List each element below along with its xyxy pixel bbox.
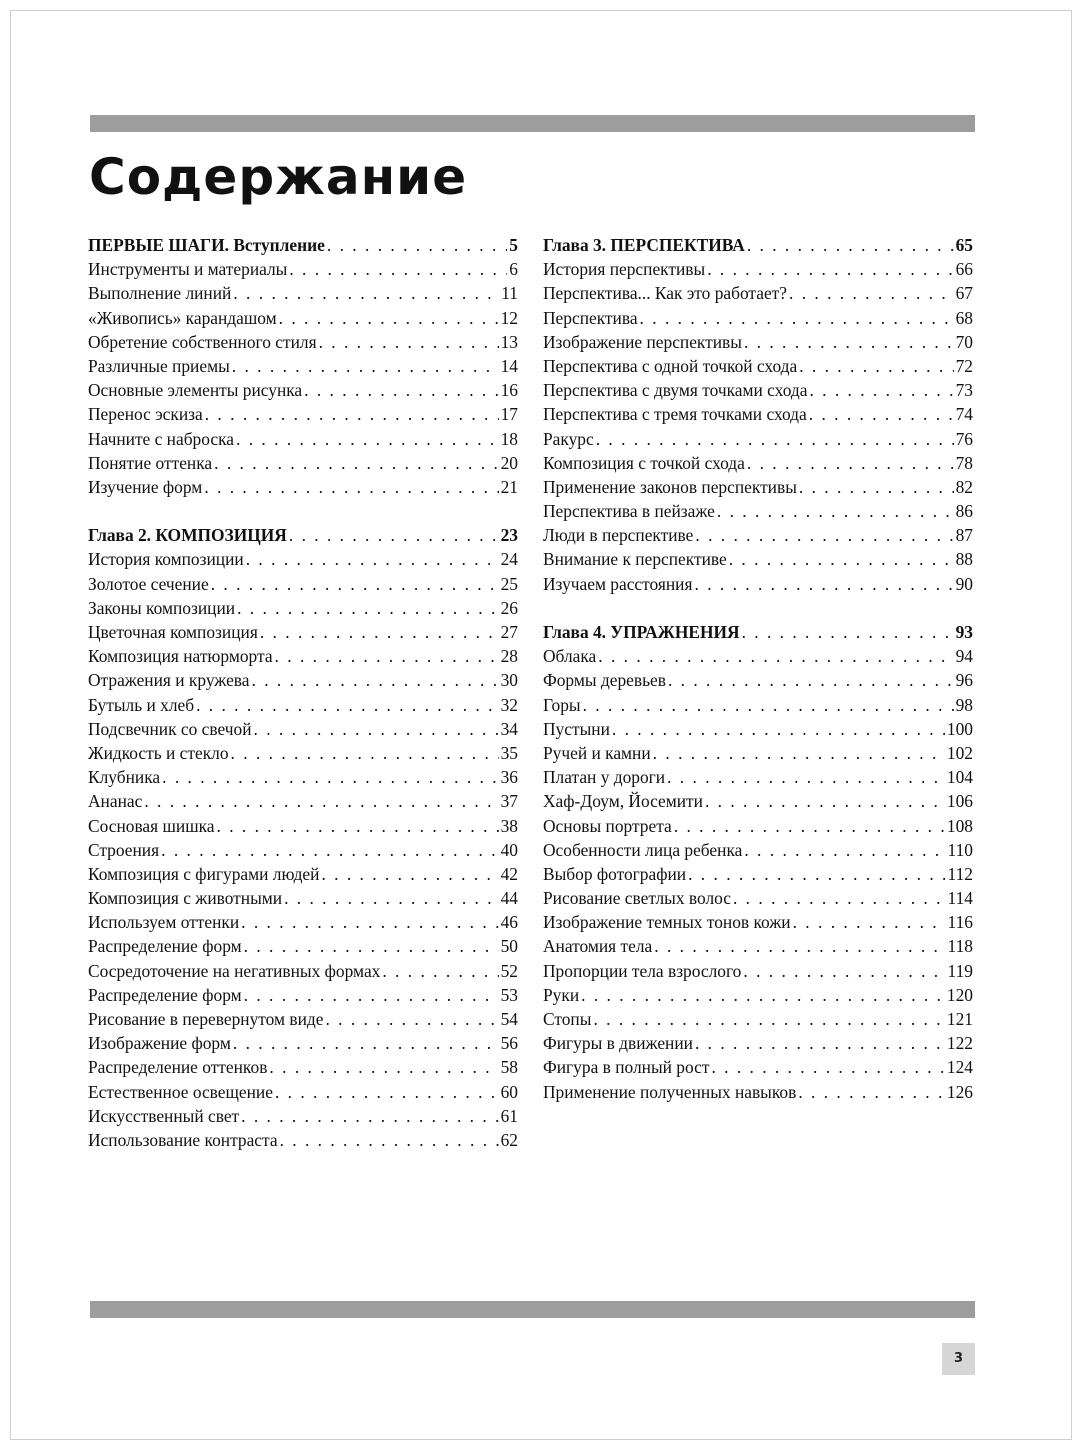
entry-title: Подсвечник со свечой bbox=[88, 718, 252, 739]
toc-entry bbox=[88, 427, 518, 451]
entry-page: 110 bbox=[947, 839, 973, 860]
dot-leader bbox=[214, 451, 498, 475]
entry-title: Перспектива... Как это работает? bbox=[543, 283, 787, 304]
entry-page: 52 bbox=[500, 960, 518, 981]
entry-page: 35 bbox=[500, 742, 518, 763]
entry-page: 118 bbox=[947, 936, 973, 957]
entry-title: Различные приемы bbox=[88, 355, 230, 376]
toc-entry bbox=[543, 717, 973, 741]
entry-title: Понятие оттенка bbox=[88, 452, 213, 473]
dot-leader bbox=[254, 717, 499, 741]
entry-page: 12 bbox=[500, 307, 518, 328]
entry-title: Внимание к перспективе bbox=[543, 549, 727, 570]
toc-section bbox=[88, 233, 518, 499]
entry-page: 108 bbox=[946, 815, 973, 836]
toc-entry bbox=[88, 765, 518, 789]
chapter-title: Глава 3. ПЕРСПЕКТИВА bbox=[543, 235, 745, 255]
toc-entry bbox=[88, 306, 518, 330]
toc-entry bbox=[543, 306, 973, 330]
toc-entry bbox=[88, 451, 518, 475]
dot-leader bbox=[289, 257, 507, 281]
entry-title: Золотое сечение bbox=[88, 573, 209, 594]
dot-leader bbox=[241, 1104, 498, 1128]
toc-entry bbox=[88, 838, 518, 862]
toc-entry bbox=[88, 934, 518, 958]
dot-leader bbox=[196, 693, 499, 717]
entry-title: Основные элементы рисунка bbox=[88, 380, 303, 401]
entry-title: Композиция с точкой схода bbox=[543, 452, 745, 473]
dot-leader bbox=[280, 1128, 499, 1152]
entry-page: 86 bbox=[955, 501, 973, 522]
toc-chapter-heading bbox=[543, 233, 973, 257]
dot-leader bbox=[583, 693, 954, 717]
toc-entry bbox=[88, 620, 518, 644]
dot-leader bbox=[799, 475, 954, 499]
entry-page: 126 bbox=[946, 1081, 973, 1102]
dot-leader bbox=[246, 547, 499, 571]
entry-page: 73 bbox=[955, 380, 973, 401]
toc-entry bbox=[543, 959, 973, 983]
dot-leader bbox=[233, 281, 499, 305]
toc-entry bbox=[88, 475, 518, 499]
entry-page: 67 bbox=[955, 283, 973, 304]
toc-entry bbox=[88, 983, 518, 1007]
entry-page: 56 bbox=[500, 1033, 518, 1054]
dot-leader bbox=[211, 572, 499, 596]
entry-page: 74 bbox=[955, 404, 973, 425]
entry-title: Пропорции тела взрослого bbox=[543, 960, 742, 981]
entry-page: 54 bbox=[500, 1009, 518, 1029]
entry-title: Применение полученных навыков bbox=[543, 1081, 797, 1102]
dot-leader bbox=[244, 934, 499, 958]
entry-page: 120 bbox=[946, 984, 973, 1005]
entry-page: 40 bbox=[500, 839, 518, 860]
entry-page: 112 bbox=[947, 863, 973, 884]
entry-title: Ручей и камни bbox=[543, 742, 651, 763]
toc-entry bbox=[88, 547, 518, 571]
dot-leader bbox=[321, 862, 498, 886]
dot-leader bbox=[205, 402, 499, 426]
entry-page: 114 bbox=[947, 888, 973, 909]
entry-title: Перенос эскиза bbox=[88, 404, 203, 425]
dot-leader bbox=[793, 910, 946, 934]
dot-leader bbox=[233, 1031, 499, 1055]
entry-page: 44 bbox=[500, 888, 518, 909]
entry-title: «Живопись» карандашом bbox=[88, 307, 277, 328]
entry-title: Горы bbox=[543, 694, 581, 715]
entry-title: Композиция натюрморта bbox=[88, 646, 273, 667]
entry-title: Композиция с фигурами людей bbox=[88, 863, 320, 884]
entry-page: 104 bbox=[946, 767, 973, 788]
top-rule bbox=[90, 115, 975, 132]
entry-title: Законы композиции bbox=[88, 597, 236, 618]
toc-entry bbox=[88, 789, 518, 813]
dot-leader bbox=[789, 281, 954, 305]
entry-title: Фигура в полный рост bbox=[543, 1057, 710, 1078]
entry-page: 122 bbox=[946, 1033, 973, 1054]
dot-leader bbox=[653, 741, 945, 765]
toc-entry bbox=[88, 378, 518, 402]
entry-page: 61 bbox=[500, 1105, 518, 1126]
entry-title: Пустыни bbox=[543, 718, 610, 739]
entry-page: 94 bbox=[955, 646, 973, 667]
entry-title: Перспектива с тремя точками схода bbox=[543, 404, 807, 425]
entry-page: 102 bbox=[946, 742, 973, 763]
dot-leader bbox=[241, 910, 498, 934]
entry-title: Перспектива в пейзаже bbox=[543, 501, 715, 522]
entry-title: Используем оттенки bbox=[88, 912, 240, 933]
toc-entry bbox=[543, 765, 973, 789]
dot-leader bbox=[695, 572, 954, 596]
toc-entry bbox=[88, 1128, 518, 1152]
entry-page: 87 bbox=[955, 525, 973, 546]
toc-chapter-heading bbox=[88, 523, 518, 547]
dot-leader bbox=[799, 354, 953, 378]
toc-section bbox=[543, 620, 973, 1104]
toc-entry bbox=[543, 281, 973, 305]
entry-title: Руки bbox=[543, 984, 580, 1005]
dot-leader bbox=[711, 1055, 944, 1079]
entry-page: 72 bbox=[955, 355, 973, 376]
dot-leader bbox=[747, 233, 954, 257]
entry-page: 20 bbox=[500, 452, 518, 473]
entry-title: Фигуры в движении bbox=[543, 1033, 693, 1054]
dot-leader bbox=[668, 668, 954, 692]
toc-entry bbox=[88, 1055, 518, 1079]
toc-chapter-heading bbox=[543, 620, 973, 644]
toc-entry bbox=[88, 886, 518, 910]
entry-page: 42 bbox=[500, 863, 518, 884]
entry-page: 68 bbox=[955, 307, 973, 328]
dot-leader bbox=[260, 620, 499, 644]
entry-page: 25 bbox=[500, 573, 518, 594]
entry-title: Композиция с животными bbox=[88, 888, 283, 909]
toc-entry bbox=[88, 717, 518, 741]
toc-entry bbox=[543, 257, 973, 281]
dot-leader bbox=[733, 886, 946, 910]
entry-title: Анатомия тела bbox=[543, 936, 653, 957]
dot-leader bbox=[742, 620, 954, 644]
toc-entry bbox=[88, 814, 518, 838]
entry-title: Особенности лица ребенка bbox=[543, 839, 743, 860]
entry-title: Ракурс bbox=[543, 428, 594, 449]
dot-leader bbox=[798, 1080, 945, 1104]
entry-title: Основы портрета bbox=[543, 815, 672, 836]
entry-title: Распределение оттенков bbox=[88, 1057, 268, 1078]
toc-entry bbox=[543, 330, 973, 354]
dot-leader bbox=[382, 959, 498, 983]
entry-title: Перспектива с двумя точками схода bbox=[543, 380, 808, 401]
entry-title: Выполнение линий bbox=[88, 283, 232, 304]
entry-title: История композиции bbox=[88, 549, 244, 570]
entry-title: Формы деревьев bbox=[543, 670, 666, 691]
entry-title: История перспективы bbox=[543, 259, 706, 280]
toc-entry bbox=[543, 983, 973, 1007]
entry-page: 11 bbox=[501, 283, 518, 304]
entry-title: Рисование светлых волос bbox=[543, 888, 731, 909]
toc-entry bbox=[543, 910, 973, 934]
toc-left-column bbox=[88, 233, 518, 1176]
toc-entry bbox=[88, 1080, 518, 1104]
dot-leader bbox=[237, 596, 499, 620]
toc-entry bbox=[543, 354, 973, 378]
entry-title: Изображение темных тонов кожи bbox=[543, 912, 791, 933]
entry-title: Использование контраста bbox=[88, 1129, 278, 1150]
entry-page: 62 bbox=[500, 1129, 518, 1150]
toc-entry bbox=[88, 1104, 518, 1128]
entry-title: Начните с наброска bbox=[88, 428, 234, 449]
toc-entry bbox=[543, 451, 973, 475]
entry-title: Стопы bbox=[543, 1009, 592, 1029]
toc-entry bbox=[543, 1031, 973, 1055]
dot-leader bbox=[688, 862, 945, 886]
toc-entry bbox=[88, 668, 518, 692]
entry-page: 106 bbox=[946, 791, 973, 812]
entry-page: 24 bbox=[500, 549, 518, 570]
toc-right-column bbox=[543, 233, 973, 1128]
toc-entry bbox=[543, 886, 973, 910]
chapter-title: Глава 2. КОМПОЗИЦИЯ bbox=[88, 525, 287, 546]
dot-leader bbox=[304, 378, 498, 402]
toc-entry bbox=[543, 572, 973, 596]
toc-entry bbox=[543, 1080, 973, 1104]
toc-entry bbox=[543, 1007, 973, 1031]
dot-leader bbox=[747, 451, 954, 475]
toc-entry bbox=[543, 814, 973, 838]
entry-title: Платан у дороги bbox=[543, 767, 666, 788]
entry-title: Бутыль и хлеб bbox=[88, 694, 195, 715]
toc-entry bbox=[543, 693, 973, 717]
toc-entry bbox=[543, 475, 973, 499]
toc-entry bbox=[88, 596, 518, 620]
entry-page: 26 bbox=[500, 597, 518, 618]
toc-entry bbox=[543, 499, 973, 523]
dot-leader bbox=[275, 1080, 499, 1104]
toc-entry bbox=[543, 838, 973, 862]
page-title: Содержание bbox=[89, 148, 468, 206]
entry-title: Изучаем расстояния bbox=[543, 573, 693, 594]
toc-entry bbox=[88, 354, 518, 378]
toc-entry bbox=[543, 1055, 973, 1079]
entry-title: Изображение перспективы bbox=[543, 331, 742, 352]
toc-entry bbox=[88, 741, 518, 765]
entry-title: Отражения и кружева bbox=[88, 670, 250, 691]
toc-entry bbox=[543, 547, 973, 571]
dot-leader bbox=[744, 838, 945, 862]
entry-page: 28 bbox=[500, 646, 518, 667]
dot-leader bbox=[667, 765, 945, 789]
toc-section bbox=[543, 233, 973, 596]
entry-title: Хаф-Доум, Йосемити bbox=[543, 791, 703, 812]
toc-entry bbox=[88, 1031, 518, 1055]
entry-title: Распределение форм bbox=[88, 984, 242, 1005]
entry-page: 76 bbox=[955, 428, 973, 449]
entry-page: 21 bbox=[500, 476, 518, 497]
toc-entry bbox=[88, 862, 518, 886]
entry-title: Обретение собственного стиля bbox=[88, 331, 317, 352]
toc-entry bbox=[543, 644, 973, 668]
entry-title: Искусственный свет bbox=[88, 1105, 240, 1126]
chapter-page: 23 bbox=[500, 525, 518, 546]
entry-title: Цветочная композиция bbox=[88, 622, 258, 642]
entry-page: 34 bbox=[500, 718, 518, 739]
entry-page: 6 bbox=[509, 259, 518, 280]
dot-leader bbox=[707, 257, 953, 281]
entry-page: 58 bbox=[500, 1057, 518, 1078]
dot-leader bbox=[612, 717, 945, 741]
entry-page: 116 bbox=[947, 912, 973, 933]
entry-page: 16 bbox=[500, 380, 518, 401]
toc-entry bbox=[543, 427, 973, 451]
toc-entry bbox=[88, 644, 518, 668]
entry-title: Перспектива с одной точкой схода bbox=[543, 355, 798, 376]
bottom-rule bbox=[90, 1301, 975, 1318]
entry-page: 96 bbox=[955, 670, 973, 691]
dot-leader bbox=[204, 475, 498, 499]
entry-page: 121 bbox=[946, 1009, 973, 1029]
toc-entry bbox=[88, 959, 518, 983]
toc-section bbox=[88, 523, 518, 1152]
entry-page: 30 bbox=[500, 670, 518, 691]
entry-page: 82 bbox=[955, 476, 973, 497]
page-number: 3 bbox=[942, 1343, 975, 1375]
dot-leader bbox=[809, 378, 953, 402]
toc-entry bbox=[88, 281, 518, 305]
chapter-title: Глава 4. УПРАЖНЕНИЯ bbox=[543, 622, 740, 642]
entry-page: 50 bbox=[500, 936, 518, 957]
entry-page: 88 bbox=[955, 549, 973, 570]
dot-leader bbox=[161, 838, 498, 862]
entry-page: 46 bbox=[500, 912, 518, 933]
entry-page: 27 bbox=[500, 622, 518, 642]
dot-leader bbox=[581, 983, 945, 1007]
dot-leader bbox=[236, 427, 499, 451]
dot-leader bbox=[744, 330, 954, 354]
dot-leader bbox=[232, 354, 499, 378]
entry-title: Перспектива bbox=[543, 307, 638, 328]
entry-page: 124 bbox=[946, 1057, 973, 1078]
toc-entry bbox=[543, 378, 973, 402]
dot-leader bbox=[244, 983, 499, 1007]
dot-leader bbox=[598, 644, 953, 668]
toc-entry bbox=[543, 741, 973, 765]
dot-leader bbox=[275, 644, 499, 668]
entry-page: 53 bbox=[500, 984, 518, 1005]
dot-leader bbox=[162, 765, 498, 789]
entry-page: 13 bbox=[500, 331, 518, 352]
entry-title: Выбор фотографии bbox=[543, 863, 687, 884]
entry-title: Сосновая шишка bbox=[88, 815, 215, 836]
entry-title: Клубника bbox=[88, 767, 161, 788]
entry-page: 32 bbox=[500, 694, 518, 715]
entry-page: 119 bbox=[947, 960, 973, 981]
entry-title: Жидкость и стекло bbox=[88, 742, 229, 763]
toc-entry bbox=[543, 523, 973, 547]
toc-entry bbox=[88, 572, 518, 596]
entry-page: 90 bbox=[955, 573, 973, 594]
entry-page: 78 bbox=[955, 452, 973, 473]
dot-leader bbox=[596, 427, 954, 451]
dot-leader bbox=[729, 547, 954, 571]
dot-leader bbox=[327, 233, 507, 257]
entry-title: Сосредоточение на негативных формах bbox=[88, 960, 381, 981]
toc-entry bbox=[88, 402, 518, 426]
dot-leader bbox=[593, 1007, 944, 1031]
entry-title: Изучение форм bbox=[88, 476, 203, 497]
dot-leader bbox=[217, 814, 499, 838]
dot-leader bbox=[695, 523, 953, 547]
entry-page: 36 bbox=[500, 767, 518, 788]
toc-entry bbox=[543, 402, 973, 426]
entry-title: Инструменты и материалы bbox=[88, 259, 288, 280]
dot-leader bbox=[640, 306, 954, 330]
entry-title: Рисование в перевернутом виде bbox=[88, 1009, 324, 1029]
entry-page: 66 bbox=[955, 259, 973, 280]
entry-page: 38 bbox=[500, 815, 518, 836]
dot-leader bbox=[279, 306, 499, 330]
entry-page: 98 bbox=[955, 694, 973, 715]
entry-page: 70 bbox=[955, 331, 973, 352]
toc-entry bbox=[543, 862, 973, 886]
toc-entry bbox=[88, 330, 518, 354]
dot-leader bbox=[654, 934, 945, 958]
toc-entry bbox=[543, 934, 973, 958]
dot-leader bbox=[252, 668, 499, 692]
dot-leader bbox=[231, 741, 499, 765]
toc-chapter-heading bbox=[88, 233, 518, 257]
entry-page: 18 bbox=[500, 428, 518, 449]
entry-page: 17 bbox=[500, 404, 518, 425]
entry-title: Применение законов перспективы bbox=[543, 476, 797, 497]
toc-entry bbox=[88, 693, 518, 717]
chapter-title: ПЕРВЫЕ ШАГИ. Вступление bbox=[88, 235, 325, 255]
dot-leader bbox=[674, 814, 945, 838]
dot-leader bbox=[269, 1055, 498, 1079]
toc-entry bbox=[543, 789, 973, 813]
dot-leader bbox=[284, 886, 499, 910]
chapter-page: 5 bbox=[509, 235, 518, 255]
dot-leader bbox=[705, 789, 945, 813]
dot-leader bbox=[695, 1031, 945, 1055]
entry-title: Строения bbox=[88, 839, 160, 860]
dot-leader bbox=[319, 330, 499, 354]
entry-title: Распределение форм bbox=[88, 936, 242, 957]
entry-page: 37 bbox=[500, 791, 518, 812]
entry-title: Люди в перспективе bbox=[543, 525, 694, 546]
toc-entry bbox=[88, 910, 518, 934]
dot-leader bbox=[325, 1007, 498, 1031]
chapter-page: 93 bbox=[955, 622, 973, 642]
dot-leader bbox=[289, 523, 499, 547]
dot-leader bbox=[809, 402, 954, 426]
entry-title: Естественное освещение bbox=[88, 1081, 273, 1102]
entry-page: 14 bbox=[500, 355, 518, 376]
dot-leader bbox=[717, 499, 954, 523]
toc-entry bbox=[88, 257, 518, 281]
toc-entry bbox=[543, 668, 973, 692]
entry-page: 60 bbox=[500, 1081, 518, 1102]
dot-leader bbox=[743, 959, 945, 983]
entry-title: Изображение форм bbox=[88, 1033, 231, 1054]
toc-entry bbox=[88, 1007, 518, 1031]
dot-leader bbox=[144, 789, 498, 813]
entry-title: Облака bbox=[543, 646, 597, 667]
entry-title: Ананас bbox=[88, 791, 143, 812]
chapter-page: 65 bbox=[955, 235, 973, 255]
entry-page: 100 bbox=[946, 718, 973, 739]
